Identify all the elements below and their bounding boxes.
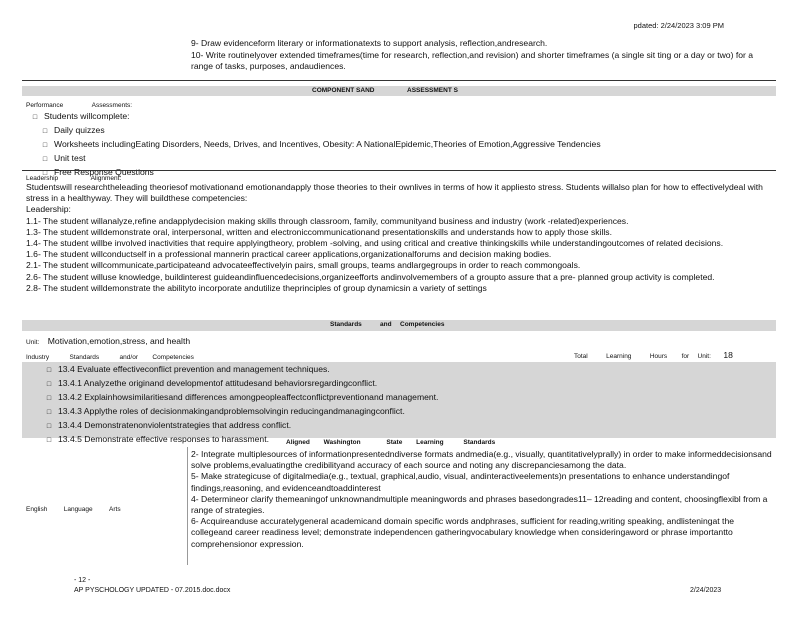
aligned-title-word: Washington bbox=[323, 439, 361, 446]
list-item: 13.4 Evaluate effectiveconflict prevention and management techniques. bbox=[58, 364, 330, 374]
footer-date: 2/24/2023 bbox=[690, 587, 722, 594]
divider bbox=[22, 170, 776, 171]
list-item: 13.4.5 Demonstrate effective responses to harassment. bbox=[58, 434, 269, 444]
column-divider bbox=[187, 447, 188, 565]
list-item: Worksheets includingEating Disorders, Needs, Drives, and Incentives, Obesity: A NationalEpidemic,Theories of Emotion,Aggressive Tendencies bbox=[54, 139, 601, 149]
performance-labels bbox=[26, 99, 132, 109]
checkbox-bullet-icon: □ bbox=[46, 395, 52, 402]
subject-word: Arts bbox=[109, 506, 121, 513]
assessments-section-header bbox=[22, 86, 776, 96]
list-item: Free Response Questions bbox=[54, 167, 154, 177]
leadership-heading: Leadership: bbox=[26, 204, 71, 215]
leadership-text bbox=[26, 182, 776, 294]
subject-word: English bbox=[26, 506, 48, 513]
page-number: - 12 - bbox=[74, 577, 91, 584]
checkbox-bullet-icon: □ bbox=[42, 170, 48, 177]
list-item: 1.4- The student willbe involved inactivities that require applyingtheory, problem -solving, and using critical and creative thinkingskills while understandingoutcomes of related decisions. bbox=[26, 238, 724, 249]
updated-timestamp: pdated: 2/24/2023 3:09 PM bbox=[633, 21, 724, 30]
list-item: 2.8- The student willdemonstrate the abilityto incorporate andutilize theprinciples of group dynamicsin a variety of settings bbox=[26, 282, 487, 293]
hours-value: 18 bbox=[723, 350, 733, 360]
list-item: 13.4.3 Applythe roles of decisionmakingandproblemsolvingin reducingandmanagingconflict. bbox=[58, 406, 405, 416]
industry-labels bbox=[26, 351, 194, 361]
standards-title-right: Competencies bbox=[400, 321, 445, 328]
standards-label: Standards bbox=[69, 354, 100, 361]
checkbox-bullet-icon: □ bbox=[42, 142, 48, 149]
assessments-title-left: COMPONENT SAND bbox=[312, 87, 375, 94]
checkbox-bullet-icon: □ bbox=[46, 381, 52, 388]
checkbox-bullet-icon: □ bbox=[42, 156, 48, 163]
subject-word: Language bbox=[63, 506, 93, 513]
list-item: 1.3- The student willdemonstrate oral, interpersonal, written and electroniccommunicationand presentationskills and understands how to apply those skills. bbox=[26, 226, 612, 237]
list-item: 2.6- The student willuse knowledge, buildinterest guideandinfluencedecisions,organizeefforts andinvolvemembers of a groupto assure that a pre- planned group activity is completed. bbox=[26, 271, 715, 282]
list-item: 2.1- The student willcommunicate,participateand advocateeffectivelyin pairs, small groups, teams andlargegroups in order to reach commongoals. bbox=[26, 260, 581, 271]
total-label: Total bbox=[574, 353, 588, 360]
top-item: 10- Write routinelyover extended timeframes(time for research, reflection,and revision) and shorter timeframes (a single sit ting or a day or two) for a range of tasks, purposes, andaudiences. bbox=[191, 49, 754, 71]
standards-title-mid: and bbox=[380, 321, 392, 328]
assessments-label: Assessments: bbox=[91, 102, 133, 109]
alignment-label: Alignment: bbox=[90, 175, 122, 182]
unit-label: Unit: bbox=[26, 339, 40, 346]
leadership-label: Leadership bbox=[26, 175, 59, 182]
standards-title-left: Standards bbox=[330, 321, 362, 328]
checkbox-bullet-icon: □ bbox=[46, 409, 52, 416]
list-item: 1.6- The student willconductself in a professional mannerin practical career applications,organizationalforums and decision making bodies. bbox=[26, 249, 552, 260]
list-item: 4- Determineor clarify themeaningof unknownandmultiple meaningwords and phrases basedongrades11– 12reading and content, choosingflexibl from a range of strategies. bbox=[191, 493, 768, 516]
competencies-label: Competencies bbox=[152, 354, 194, 361]
list-item: Unit test bbox=[54, 153, 86, 163]
checkbox-bullet-icon: □ bbox=[46, 367, 52, 374]
checkbox-bullet-icon: □ bbox=[32, 114, 38, 121]
list-item: Daily quizzes bbox=[54, 125, 105, 135]
checkbox-bullet-icon: □ bbox=[46, 423, 52, 430]
aligned-title-word: Aligned bbox=[286, 439, 310, 446]
unit-row bbox=[26, 336, 190, 346]
checkbox-bullet-icon: □ bbox=[42, 128, 48, 135]
checkbox-bullet-icon: □ bbox=[46, 437, 52, 444]
list-item: 5- Make strategicuse of digitalmedia(e.g., textual, graphical,audio, visual, andinteractiveelements)n presentations to enhance understandingof findings,reasoning, and evidenceandtoaddinterest bbox=[191, 471, 730, 493]
top-standards-list bbox=[191, 38, 776, 73]
aligned-title-word: Learning bbox=[416, 439, 444, 446]
standards-list bbox=[40, 363, 760, 447]
unit-value: Motivation,emotion,stress, and health bbox=[47, 336, 191, 346]
aligned-title-word: Standards bbox=[463, 439, 496, 446]
list-item: 13.4.2 Explainhowsimilaritiesand differences amongpeopleaffectconflictpreventionand management. bbox=[58, 392, 439, 402]
list-item: 1.1- The student willanalyze,refine andapplydecision making skills through classroom, family, communityand business and industry (work -related)experiences. bbox=[26, 215, 629, 226]
performance-label: Performance bbox=[26, 102, 64, 109]
leadership-intro: Studentswill researchtheleading theoriesof motivationand emotionandapply those theories to their ownlives in terms of how it appliesto stress. Students willalso plan for how to effectivelydeal with stress in a healthyway. They will buildthese competencies: bbox=[26, 182, 763, 204]
aligned-header bbox=[286, 438, 495, 447]
top-item: 9- Draw evidenceform literary or informationatexts to support analysis, reflection,andresearch. bbox=[191, 38, 548, 48]
assessments-title-right: ASSESSMENT S bbox=[407, 87, 458, 94]
assessments-intro: Students willcomplete: bbox=[44, 111, 130, 121]
standards-section-header bbox=[22, 320, 776, 331]
unit-suffix-label: Unit: bbox=[697, 353, 711, 360]
total-hours-row bbox=[574, 350, 733, 360]
aligned-title-word: State bbox=[386, 439, 403, 446]
list-item: 13.4.4 Demonstratenonviolentstrategies that address conflict. bbox=[58, 420, 292, 430]
andor-label: and/or bbox=[119, 354, 138, 361]
learning-label: Learning bbox=[606, 353, 632, 360]
divider bbox=[22, 80, 776, 81]
aligned-standards-list bbox=[191, 449, 776, 550]
for-label: for bbox=[681, 353, 690, 360]
list-item: 6- Acquireanduse accuratelygeneral academicand domain specific words andphrases, sufficient for reading,writing speaking, andlisteningat the collegeand career readiness level; demonstrate independencen gatheringvocabulary knowledge when consideringaword or phrase importantto comprehensionor expression. bbox=[191, 516, 735, 549]
file-name: AP PYSCHOLOGY UPDATED - 07.2015.doc.docx bbox=[74, 587, 231, 594]
industry-label: Industry bbox=[26, 354, 50, 361]
leadership-labels bbox=[26, 172, 121, 182]
hours-label: Hours bbox=[649, 353, 668, 360]
subject-label bbox=[26, 503, 121, 513]
list-item: 2- Integrate multiplesources of informationpresentedndiverse formats andmedia(e.g., visually, quantitativelyprally) in order to make informeddecisionsand solve problems,evaluatingthe credibilityand accuracy of each source and noting any discrepanciesamong the data. bbox=[191, 449, 772, 471]
list-item: 13.4.1 Analyzethe originand developmentof attitudesand behaviorsregardingconflict. bbox=[58, 378, 378, 388]
